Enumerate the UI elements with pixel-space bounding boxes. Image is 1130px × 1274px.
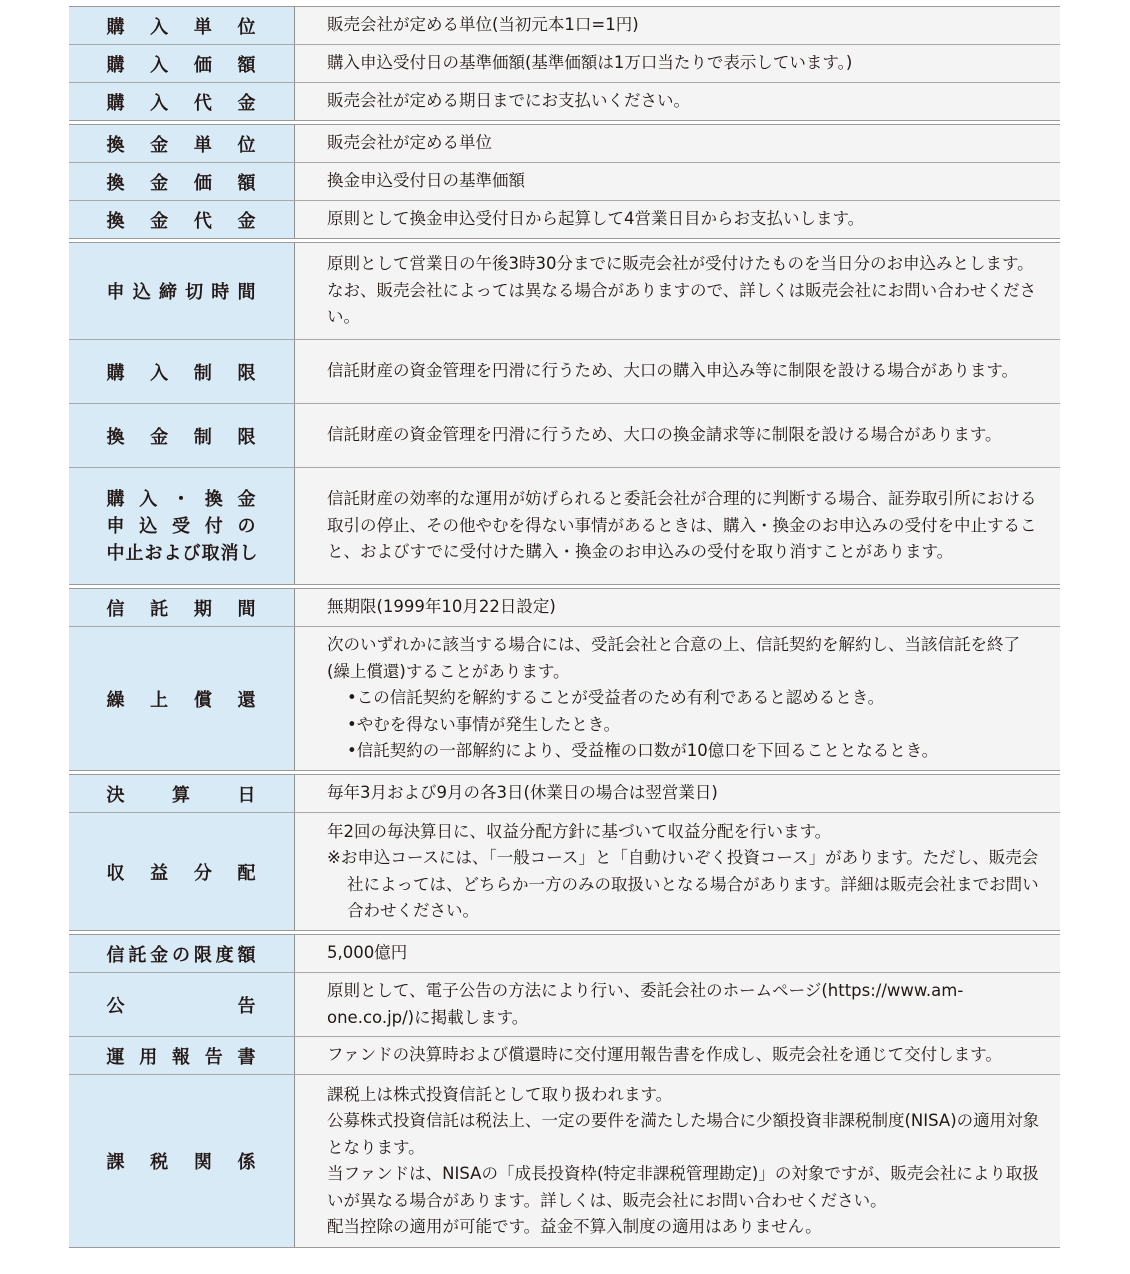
label-text: 課 税 関 係 [106,1152,257,1173]
row-label [69,340,295,403]
label-text: 購 入 制 限 [106,362,257,384]
row-label [69,404,295,467]
row-value [295,1075,1060,1247]
row-label [69,83,295,120]
table-row [69,7,1060,44]
value-text: 販売会社が定める単位 [327,133,492,153]
row-label [69,973,295,1036]
label-text: 信 託 金 の 限 度 額 [106,944,257,966]
value-text: ファンドの決算時および償還時に交付運用報告書を作成し、販売会社を通じて交付します。 [327,1045,1002,1065]
row-value [295,163,1060,200]
value-text: 販売会社が定める期日までにお支払いください。 [327,91,690,111]
label-text: 換 金 価 額 [106,172,257,194]
row-value [295,775,1060,812]
row-label [69,468,295,584]
table-row [69,403,1060,467]
row-value [295,935,1060,972]
label-text: 公 告 [106,995,257,1017]
value-text: 原則として、電子公告の方法により行い、委託会社のホームページ(https://www.am-one.co.jp/)に掲載します。 [327,981,964,1027]
label-text: 収 益 分 配 [106,862,257,884]
value-text: 毎年3月および9月の各3日(休業日の場合は翌営業日) [327,783,718,803]
row-label [69,589,295,626]
row-label [69,125,295,162]
row-value [295,45,1060,82]
row-label [69,1075,295,1247]
row-label [69,201,295,238]
purchase-group [69,6,1060,121]
table-row [69,200,1060,238]
row-label [69,45,295,82]
row-value [295,243,1060,339]
table-row [69,935,1060,972]
row-value [295,201,1060,238]
row-label [69,935,295,972]
value-text: 公募株式投資信託は税法上、一定の要件を満たした場合に少額投資非課税制度(NISA)の適用対象となります。 [327,1111,1040,1157]
value-text: 5,000億円 [327,943,408,963]
label-text: 購 入 単 位 [106,16,257,38]
table-row [69,44,1060,82]
settlement-group [69,774,1060,931]
table-row [69,162,1060,200]
value-text: 課税上は株式投資信託として取り扱われます。 [327,1084,673,1104]
value-text: 配当控除の適用が可能です。益金不算入制度の適用はありません。 [327,1217,822,1236]
row-value [295,7,1060,44]
label-text: 繰 上 償 還 [106,689,257,711]
row-label [69,627,295,770]
value-text: 年2回の毎決算日に、収益分配方針に基づいて収益分配を行います。 [327,821,832,841]
label-text: 換 金 代 金 [106,210,257,232]
row-value [295,973,1060,1036]
bullet-item: •信託契約の一部解約により、受益権の口数が10億口を下回ることとなるとき。 [347,741,939,761]
row-value [295,627,1060,770]
row-label [69,1037,295,1074]
trust-period-group [69,588,1060,771]
table-row [69,775,1060,812]
value-text: 信託財産の効率的な運用が妨げられると委託会社が合理的に判断する場合、証券取引所における取引の停止、その他やむを得ない事情があるときは、購入・換金のお申込みの受付を中止すること、およびすでに受付けた購入・換金のお申込みの受付を取り消すことがあります。 [327,489,1037,562]
table-row [69,243,1060,339]
row-value [295,1037,1060,1074]
label-text: 信 託 期 間 [106,598,257,620]
value-text: 換金申込受付日の基準価額 [327,171,525,191]
row-label [69,813,295,930]
row-value [295,468,1060,584]
value-text: 購入申込受付日の基準価額(基準価額は1万口当たりで表示しています。) [327,53,853,73]
table-row [69,125,1060,162]
bullet-item: •この信託契約を解約することが受益者のため有利であると認めるとき。 [347,688,885,708]
value-text: 原則として換金申込受付日から起算して4営業日目からお支払いします。 [327,209,865,229]
row-value [295,813,1060,930]
note-text: ※お申込コースには、「一般コース」と「自動けいぞく投資コース」があります。ただし、販売会社によっては、どちらか一方のみの取扱いとなる場合があります。詳細は販売会社までお問い合わせください。 [327,848,1039,920]
value-text: 次のいずれかに該当する場合には、受託会社と合意の上、信託契約を解約し、当該信託を終了(繰上償還)することがあります。 [327,635,1020,681]
label-text: 換 金 制 限 [106,426,257,448]
row-label [69,775,295,812]
table-row [69,972,1060,1036]
value-text: 無期限(1999年10月22日設定) [327,597,556,617]
row-label [69,243,295,339]
row-value [295,125,1060,162]
table-row [69,626,1060,770]
label-line: 購 入 ・ 換 金 [106,488,257,510]
table-row [69,589,1060,626]
table-row [69,339,1060,403]
row-label [69,7,295,44]
label-text: 決 算 日 [106,784,257,806]
label-line: 申 込 受 付 の [106,515,257,537]
application-group [69,242,1060,585]
label-text: 申 込 締 切 時 間 [106,282,257,303]
table-row [69,82,1060,120]
bullet-item: •やむを得ない事情が発生したとき。 [347,714,621,734]
table-row [69,467,1060,584]
table-row [69,1036,1060,1074]
value-text: 原則として営業日の午後3時30分までに販売会社が受付けたものを当日分のお申込みとします。なお、販売会社によっては異なる場合がありますので、詳しくは販売会社にお問い合わせください。 [327,254,1037,327]
value-text: 信託財産の資金管理を円滑に行うため、大口の換金請求等に制限を設ける場合があります。 [327,425,1002,445]
misc-group [69,934,1060,1248]
label-text: 購 入 代 金 [106,92,257,114]
row-label [69,163,295,200]
row-value [295,340,1060,403]
fund-terms-table [69,6,1060,1248]
label-line: 中 止 お よ び 取 消 し [106,542,259,564]
row-value [295,83,1060,120]
value-text: 信託財産の資金管理を円滑に行うため、大口の購入申込み等に制限を設ける場合があります。 [327,361,1019,381]
table-row [69,1074,1060,1247]
label-text: 運 用 報 告 書 [106,1046,257,1068]
redemption-group [69,124,1060,239]
label-text: 換 金 単 位 [106,134,257,156]
row-value [295,404,1060,467]
label-text: 購 入 価 額 [106,54,257,76]
value-text: 販売会社が定める単位(当初元本1口=1円) [327,15,639,35]
row-value [295,589,1060,626]
value-text: 当ファンドは、NISAの「成長投資枠(特定非課税管理勘定)」の対象ですが、販売会社により取扱いが異なる場合があります。詳しくは、販売会社にお問い合わせください。 [327,1164,1039,1210]
table-row [69,812,1060,930]
